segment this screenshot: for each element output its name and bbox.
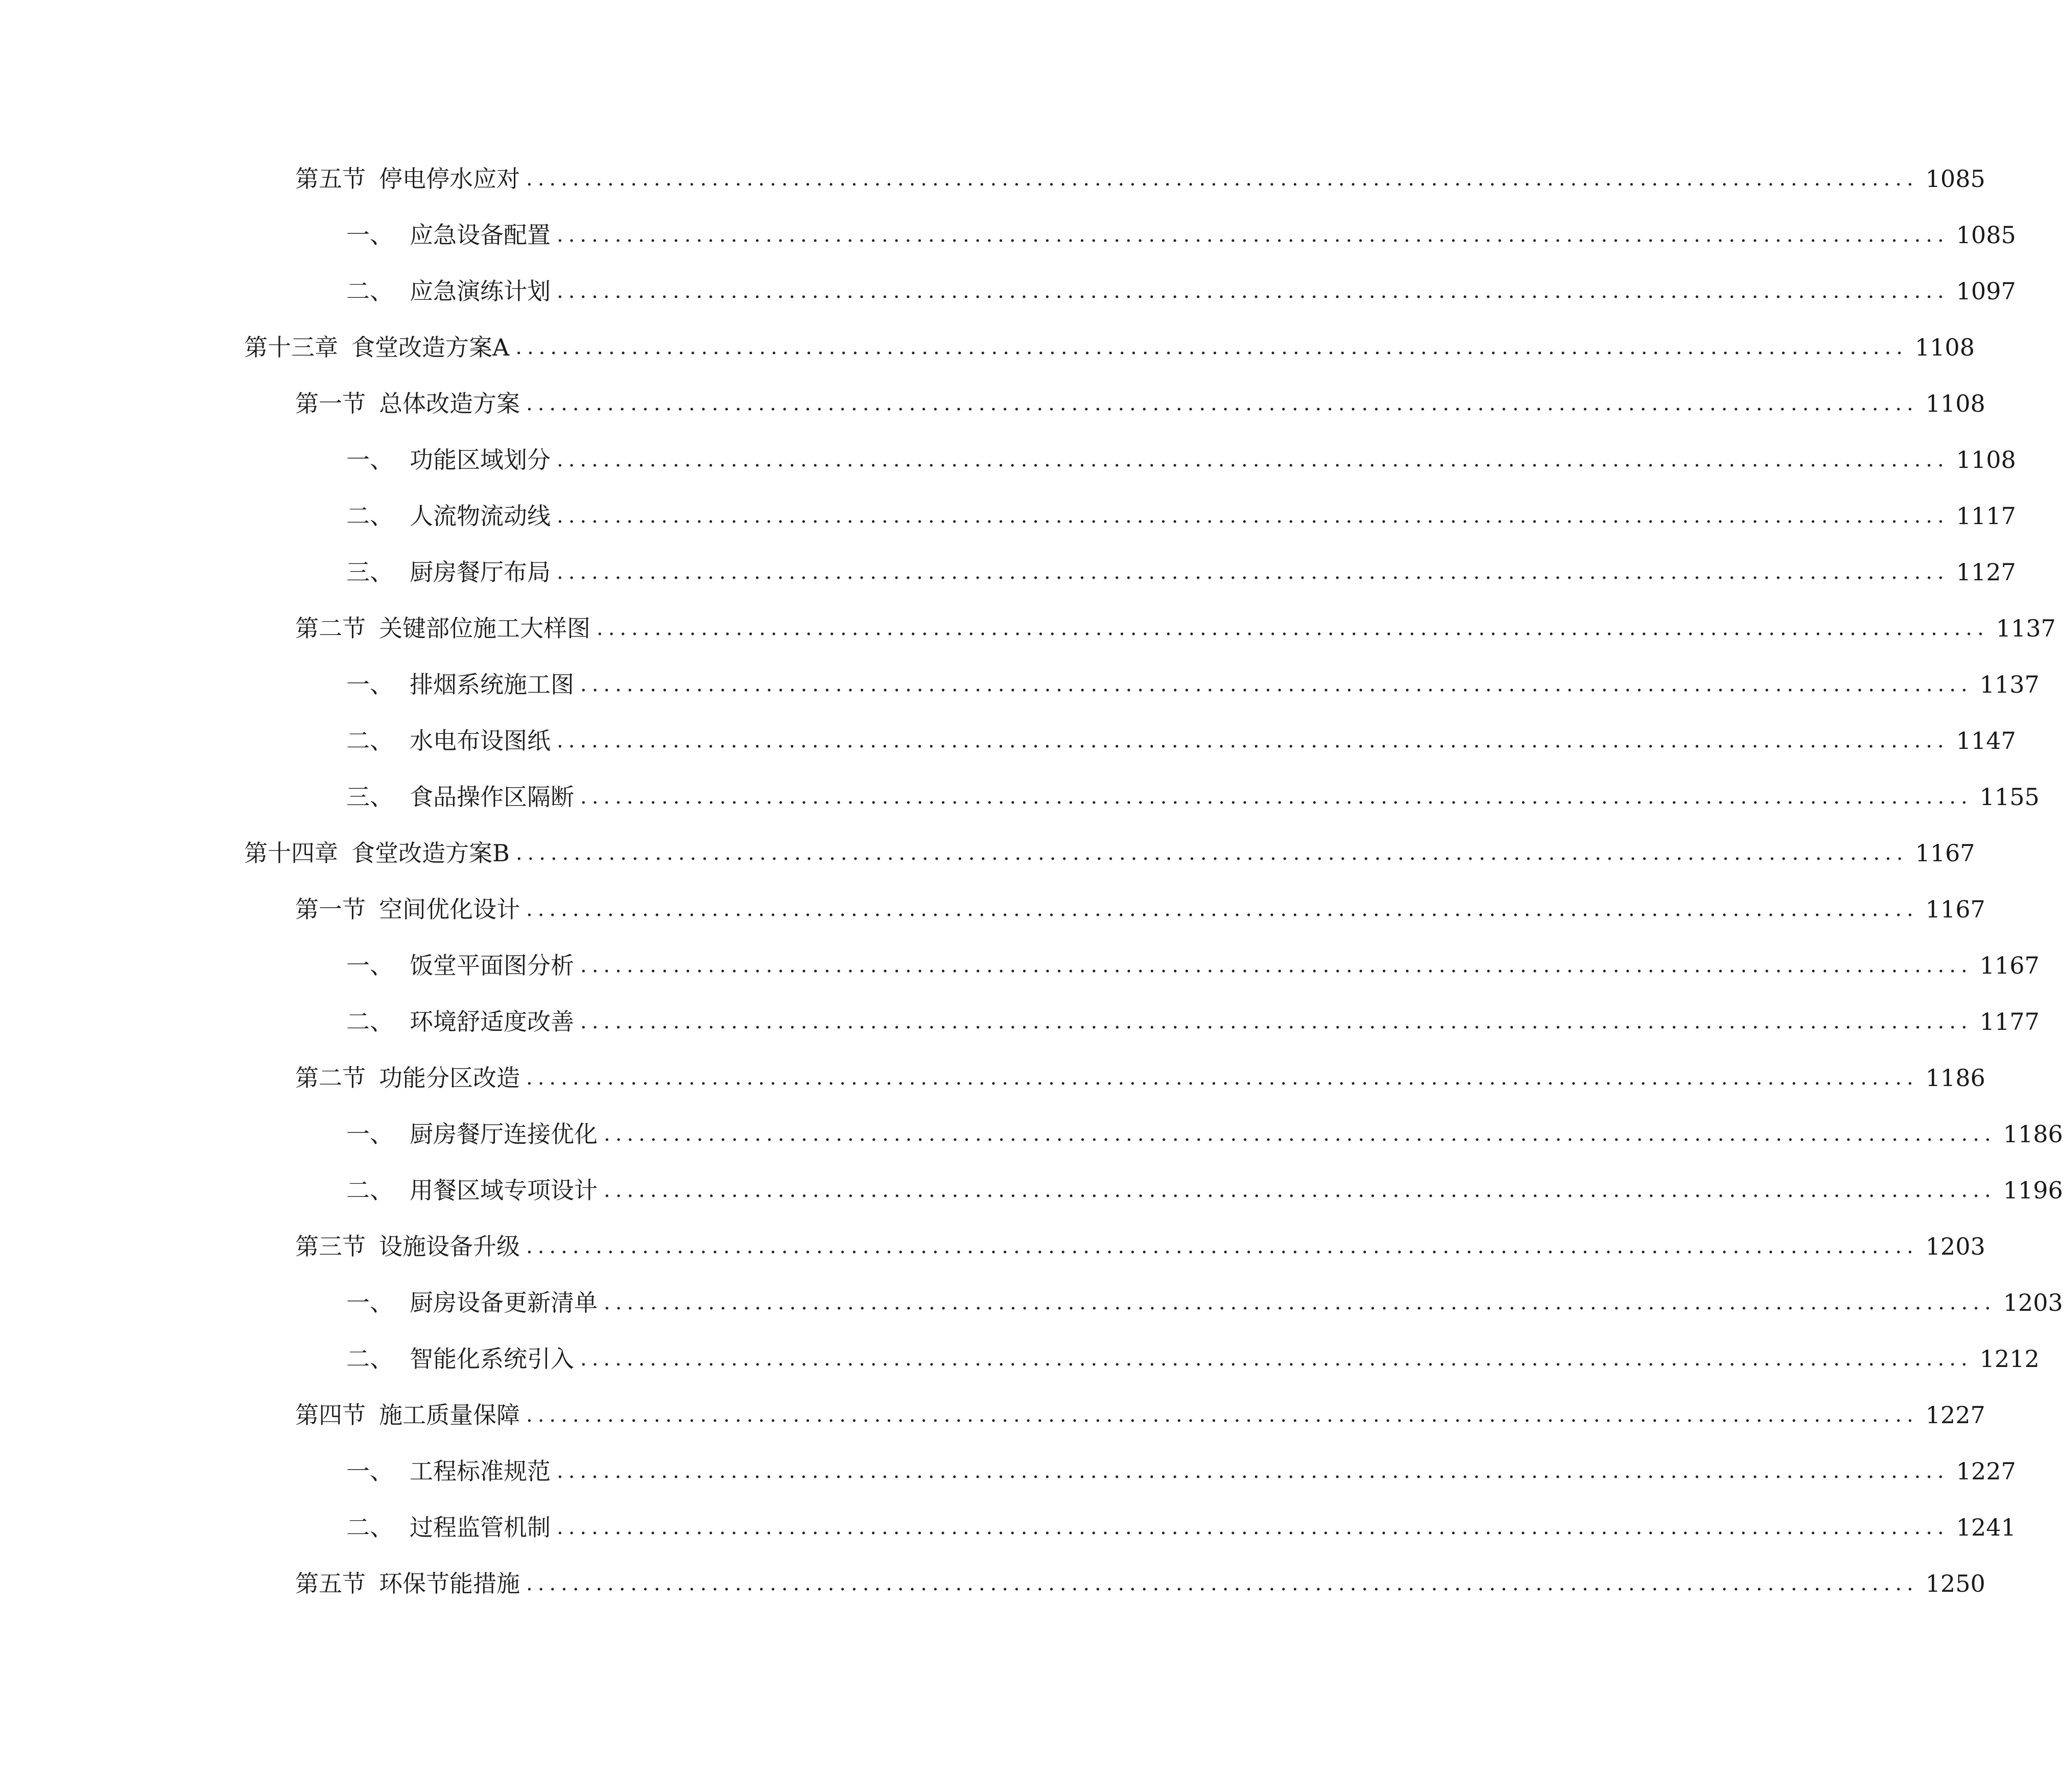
toc-page-number: 1227 — [1956, 1457, 2016, 1485]
toc-entry-number: 第三节 — [295, 1233, 366, 1260]
toc-entry-number: 一、 — [346, 446, 393, 474]
toc-entry-title: 功能区域划分 — [410, 446, 551, 474]
toc-page-number: 1127 — [1956, 558, 2016, 586]
toc-entry[interactable] — [346, 1510, 2016, 1545]
toc-entry-number: 第四节 — [295, 1401, 366, 1429]
toc-page-number: 1108 — [1925, 390, 1985, 417]
toc-page-number: 1117 — [1956, 502, 2016, 530]
toc-dot-leader: ........................................................................................................................ — [604, 1122, 1996, 1146]
toc-entry[interactable] — [295, 161, 1985, 197]
toc-entry-title: 食堂改造方案A — [351, 334, 510, 361]
toc-entry-number: 一、 — [346, 1120, 393, 1148]
toc-dot-leader: ........................................................................................................................ — [557, 1516, 1949, 1539]
toc-dot-leader: ........................................................................................................................ — [526, 1572, 1918, 1595]
toc-page-number: 1167 — [1915, 839, 1975, 867]
toc-page-number: 1227 — [1925, 1401, 1985, 1429]
toc-dot-leader: ........................................................................................................................ — [580, 1347, 1973, 1371]
toc-entry[interactable] — [346, 1341, 2040, 1377]
toc-dot-leader: ........................................................................................................................ — [580, 1010, 1973, 1033]
toc-dot-leader: ........................................................................................................................ — [557, 448, 1949, 471]
toc-entry-title: 厨房设备更新清单 — [410, 1289, 598, 1316]
toc-entry-title: 厨房餐厅布局 — [410, 558, 551, 586]
toc-entry-title: 食品操作区隔断 — [410, 783, 574, 811]
toc-entry-title: 功能分区改造 — [379, 1064, 520, 1092]
toc-page-number: 1155 — [1979, 783, 2040, 811]
toc-entry[interactable] — [295, 1566, 1985, 1601]
toc-dot-leader: ........................................................................................................................ — [557, 729, 1949, 752]
toc-page-number: 1167 — [1925, 895, 1985, 923]
toc-entry[interactable] — [346, 948, 2040, 983]
toc-dot-leader: ........................................................................................................................ — [580, 673, 1973, 696]
toc-entry-title: 人流物流动线 — [410, 502, 551, 530]
toc-page-number: 1186 — [1925, 1064, 1985, 1092]
toc-entry[interactable] — [346, 442, 2016, 478]
toc-dot-leader: ........................................................................................................................ — [526, 392, 1918, 415]
toc-entry-number: 一、 — [346, 1457, 393, 1485]
toc-entry-number: 第十四章 — [244, 839, 338, 867]
toc-dot-leader: ........................................................................................................................ — [557, 504, 1949, 528]
toc-page-number: 1203 — [2003, 1289, 2063, 1316]
toc-entry[interactable] — [295, 610, 2056, 646]
toc-entry-title: 智能化系统引入 — [410, 1345, 574, 1373]
toc-entry-number: 一、 — [346, 221, 393, 249]
toc-entry-number: 二、 — [346, 727, 393, 754]
toc-page-number: 1212 — [1979, 1345, 2040, 1373]
toc-dot-leader: ........................................................................................................................ — [526, 167, 1918, 191]
toc-entry-title: 关键部位施工大样图 — [379, 615, 590, 642]
toc-entry-title: 水电布设图纸 — [410, 727, 551, 754]
toc-dot-leader: ........................................................................................................................ — [557, 560, 1949, 584]
toc-entry[interactable] — [295, 1397, 1985, 1433]
toc-entry-title: 施工质量保障 — [379, 1401, 520, 1429]
toc-entry-number: 一、 — [346, 952, 393, 979]
toc-entry-title: 饭堂平面图分析 — [410, 952, 574, 979]
toc-entry-number: 二、 — [346, 1345, 393, 1373]
toc-entry[interactable] — [346, 1285, 2063, 1321]
toc-entry[interactable] — [346, 554, 2016, 590]
toc-dot-leader: ........................................................................................................................ — [526, 1235, 1918, 1258]
toc-page-number: 1167 — [1979, 952, 2040, 979]
toc-dot-leader: ........................................................................................................................ — [604, 1178, 1996, 1202]
toc-dot-leader: ........................................................................................................................ — [526, 898, 1918, 921]
toc-entry[interactable] — [295, 386, 1985, 421]
toc-entry-number: 二、 — [346, 1008, 393, 1035]
toc-entry-title: 停电停水应对 — [379, 165, 520, 193]
toc-entry[interactable] — [346, 1116, 2063, 1152]
toc-entry-number: 二、 — [346, 502, 393, 530]
toc-page-number: 1196 — [2003, 1176, 2063, 1204]
toc-entry-number: 一、 — [346, 671, 393, 698]
toc-page-number: 1177 — [1979, 1008, 2040, 1035]
toc-entry-title: 应急演练计划 — [410, 277, 551, 305]
toc-dot-leader: ........................................................................................................................ — [526, 1403, 1918, 1427]
toc-page-number: 1137 — [1996, 615, 2056, 642]
toc-entry-title: 环境舒适度改善 — [410, 1008, 574, 1035]
toc-entry-number: 第一节 — [295, 390, 366, 417]
toc-entry-number: 三、 — [346, 558, 393, 586]
toc-entry[interactable] — [346, 779, 2040, 815]
toc-entry-title: 设施设备升级 — [379, 1233, 520, 1260]
toc-page-number: 1085 — [1925, 165, 1985, 193]
toc-entry-number: 二、 — [346, 1176, 393, 1204]
toc-entry[interactable] — [346, 723, 2016, 759]
toc-entry-number: 第一节 — [295, 895, 366, 923]
toc-entry[interactable] — [295, 1229, 1985, 1264]
toc-entry[interactable] — [346, 1004, 2040, 1040]
toc-entry[interactable] — [346, 498, 2016, 534]
toc-page-number: 1203 — [1925, 1233, 1985, 1260]
toc-entry-number: 第五节 — [295, 1570, 366, 1597]
toc-entry-number: 第二节 — [295, 615, 366, 642]
toc-entry-title: 用餐区域专项设计 — [410, 1176, 598, 1204]
toc-page-number: 1241 — [1956, 1514, 2016, 1541]
toc-dot-leader: ........................................................................................................................ — [557, 279, 1949, 303]
toc-dot-leader: ........................................................................................................................ — [604, 1291, 1996, 1314]
toc-entry-title: 厨房餐厅连接优化 — [410, 1120, 598, 1148]
toc-dot-leader: ........................................................................................................................ — [580, 785, 1973, 809]
toc-entry-number: 二、 — [346, 1514, 393, 1541]
toc-dot-leader: ........................................................................................................................ — [515, 841, 1908, 865]
toc-entry[interactable] — [295, 1060, 1985, 1096]
toc-entry-number: 二、 — [346, 277, 393, 305]
toc-entry-title: 环保节能措施 — [379, 1570, 520, 1597]
toc-page-number: 1186 — [2003, 1120, 2063, 1148]
toc-entry-title: 食堂改造方案B — [351, 839, 510, 867]
toc-entry-number: 第二节 — [295, 1064, 366, 1092]
toc-entry-number: 一、 — [346, 1289, 393, 1316]
toc-page-number: 1097 — [1956, 277, 2016, 305]
toc-entry[interactable] — [244, 329, 1975, 365]
toc-dot-leader: ........................................................................................................................ — [557, 223, 1949, 247]
toc-page-number: 1250 — [1925, 1570, 1985, 1597]
toc-entry[interactable] — [346, 1172, 2063, 1208]
toc-entry[interactable] — [346, 1453, 2016, 1489]
toc-entry-title: 排烟系统施工图 — [410, 671, 574, 698]
toc-entry[interactable] — [346, 667, 2040, 702]
toc-entry-title: 过程监管机制 — [410, 1514, 551, 1541]
toc-entry[interactable] — [244, 835, 1975, 871]
toc-entry-number: 第十三章 — [244, 334, 338, 361]
toc-entry-number: 三、 — [346, 783, 393, 811]
toc-dot-leader: ........................................................................................................................ — [526, 1066, 1918, 1090]
toc-entry[interactable] — [295, 891, 1985, 927]
toc-dot-leader: ........................................................................................................................ — [515, 336, 1908, 359]
toc-page-number: 1147 — [1956, 727, 2016, 754]
toc-entry-title: 空间优化设计 — [379, 895, 520, 923]
toc-entry-title: 总体改造方案 — [379, 390, 520, 417]
toc-entry-title: 工程标准规范 — [410, 1457, 551, 1485]
toc-page-number: 1085 — [1956, 221, 2016, 249]
toc-dot-leader: ........................................................................................................................ — [580, 954, 1973, 977]
toc-entry[interactable] — [346, 273, 2016, 309]
toc-dot-leader: ........................................................................................................................ — [557, 1459, 1949, 1483]
toc-entry-title: 应急设备配置 — [410, 221, 551, 249]
toc-page-number: 1108 — [1915, 334, 1975, 361]
toc-dot-leader: ........................................................................................................................ — [597, 617, 1989, 640]
toc-page-number: 1137 — [1979, 671, 2040, 698]
toc-page-number: 1108 — [1956, 446, 2016, 474]
toc-entry[interactable] — [346, 217, 2016, 253]
toc-entry-number: 第五节 — [295, 165, 366, 193]
